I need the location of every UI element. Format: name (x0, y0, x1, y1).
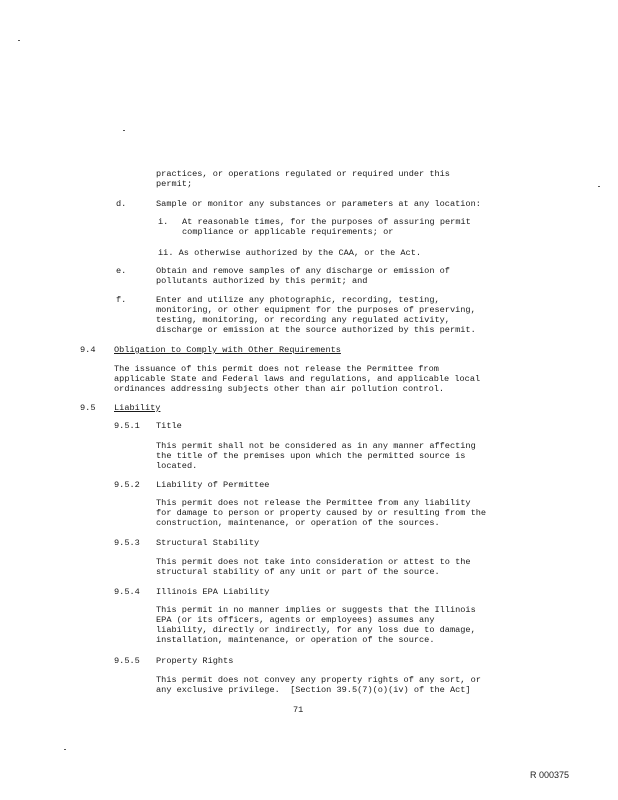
item-d-ii: ii. As otherwise authorized by the CAA, or the Act. (158, 248, 422, 258)
section-number: 9.5 (80, 403, 96, 413)
scan-speck (64, 749, 66, 750)
subsection-heading: Title (156, 421, 182, 431)
subsection-body-line: located. (156, 461, 198, 471)
subsection-heading: Illinois EPA Liability (156, 587, 270, 597)
item-d-i-line: compliance or applicable requirements; or (182, 227, 394, 237)
item-c-continuation-line: permit; (156, 179, 193, 189)
scan-speck (598, 186, 600, 187)
bates-number: R 000375 (530, 770, 570, 780)
section-body-line: ordinances addressing subjects other than air pollution control. (114, 384, 445, 394)
item-e-line: pollutants authorized by this permit; and (156, 276, 368, 286)
subsection-number: 9.5.5 (114, 656, 140, 666)
section-number: 9.4 (80, 345, 96, 355)
subsection-body-line: installation, maintenance, or operation of the source. (156, 635, 435, 645)
subsection-body-line: any exclusive privilege. [Section 39.5(7)(o)(iv) of the Act] (156, 685, 471, 695)
item-f-label: f. (116, 295, 127, 305)
subsection-body-line: This permit does not convey any property rights of any sort, or (156, 675, 481, 685)
section-heading: Obligation to Comply with Other Requirements (114, 345, 341, 355)
item-e-label: e. (116, 266, 127, 276)
subsection-heading: Structural Stability (156, 538, 260, 548)
subsection-body-line: This permit does not take into consideration or attest to the (156, 557, 471, 567)
subsection-number: 9.5.2 (114, 480, 140, 490)
scan-speck (18, 40, 20, 41)
item-d-label: d. (116, 199, 127, 209)
subsection-heading: Property Rights (156, 656, 234, 666)
subsection-number: 9.5.4 (114, 587, 140, 597)
item-f-line: monitoring, or other equipment for the purposes of preserving, (156, 305, 476, 315)
subsection-number: 9.5.1 (114, 421, 140, 431)
subsection-body-line: structural stability of any unit or part of the source. (156, 567, 440, 577)
item-d-i-label: i. (158, 217, 169, 227)
subsection-number: 9.5.3 (114, 538, 140, 548)
item-f-line: Enter and utilize any photographic, recording, testing, (156, 295, 440, 305)
item-e-line: Obtain and remove samples of any discharge or emission of (156, 266, 450, 276)
subsection-body-line: liability, directly or indirectly, for any loss due to damage, (156, 625, 476, 635)
page-number: 71 (293, 705, 304, 715)
subsection-heading: Liability of Permittee (156, 480, 270, 490)
item-f-line: discharge or emission at the source authorized by this permit. (156, 325, 476, 335)
subsection-body-line: EPA (or its officers, agents or employees) assumes any (156, 615, 435, 625)
subsection-body-line: This permit does not release the Permittee from any liability (156, 498, 471, 508)
scan-speck (123, 130, 125, 131)
item-f-line: testing, monitoring, or recording any regulated activity, (156, 315, 450, 325)
item-d-text: Sample or monitor any substances or parameters at any location: (156, 199, 481, 209)
section-heading: Liability (114, 403, 161, 413)
subsection-body-line: for damage to person or property caused by or resulting from the (156, 508, 487, 518)
item-d-i-line: At reasonable times, for the purposes of assuring permit (182, 217, 471, 227)
item-c-continuation-line: practices, or operations regulated or required under this (156, 169, 450, 179)
section-body-line: The issuance of this permit does not release the Permittee from (114, 364, 439, 374)
section-body-line: applicable State and Federal laws and regulations, and applicable local (114, 374, 481, 384)
subsection-body-line: This permit in no manner implies or suggests that the Illinois (156, 605, 476, 615)
subsection-body-line: This permit shall not be considered as in any manner affecting (156, 441, 476, 451)
subsection-body-line: construction, maintenance, or operation of the sources. (156, 518, 440, 528)
subsection-body-line: the title of the premises upon which the permitted source is (156, 451, 466, 461)
